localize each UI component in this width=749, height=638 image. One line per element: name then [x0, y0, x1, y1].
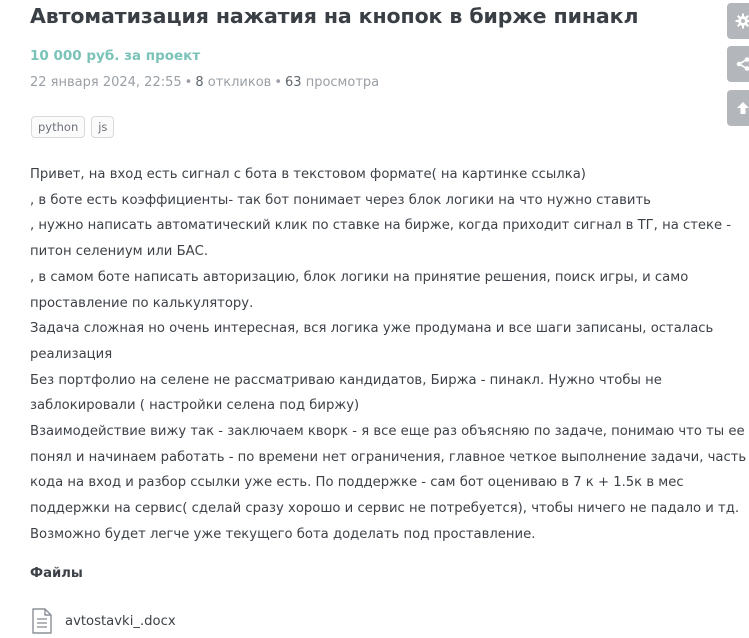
description-line: Возможно будет легче уже текущего бота доделать под проставление.	[30, 526, 536, 542]
tag-python[interactable]: python	[31, 116, 85, 138]
share-side-button[interactable]	[727, 46, 749, 82]
description-line: реализация	[30, 346, 113, 362]
up-icon	[735, 100, 749, 116]
project-price: 10 000 руб. за проект	[30, 48, 201, 64]
description-line: поддержки на сервис( сделай сразу хорошо и сервис не потребуется), чтобы ничего не падало и тд.	[30, 501, 740, 517]
share-icon	[735, 56, 749, 72]
description-line: , в боте есть коэффициенты- так бот понимает через блок логики на что нужно ставить	[30, 192, 651, 208]
files-heading: Файлы	[30, 566, 83, 581]
meta-separator: •	[184, 75, 193, 90]
project-date: 22 января 2024, 22:55	[30, 75, 182, 90]
views-count: 63	[285, 75, 302, 90]
views-label: просмотра	[305, 75, 380, 90]
description-line: Задача сложная но очень интересная, вся логика уже продумана и все шаги записаны, осталась	[30, 321, 714, 337]
project-title: Автоматизация нажатия на кнопок в бирже пинакл	[30, 4, 639, 28]
description-line: Без портфолио на селене не рассматриваю кандидатов, Биржа - пинакл. Нужно чтобы не	[30, 372, 662, 388]
document-icon	[31, 608, 53, 634]
file-item[interactable]	[31, 608, 176, 634]
up-side-button[interactable]	[727, 90, 749, 126]
description-line: , нужно написать автоматический клик по ставке на бирже, когда приходит сигнал в ТГ, на стеке -	[30, 218, 732, 234]
description-line: проставление по калькулятору.	[30, 295, 254, 311]
tag-list	[31, 116, 114, 138]
project-description	[30, 162, 747, 548]
file-name[interactable]: avtostavki_.docx	[65, 613, 176, 629]
description-line: Взаимодействие вижу так - заключаем кворк - я все еще раз объясняю по задаче, понимаю что ты ее	[30, 424, 745, 440]
description-line: понял и начинаем работать - по времени нет ограничения, главное четкое выполнение задачи, часть	[30, 449, 747, 465]
description-line: заблокировали ( настройки селена под биржу)	[30, 398, 360, 414]
project-meta	[30, 75, 379, 90]
responses-label: откликов	[207, 75, 272, 90]
tag-js[interactable]: js	[91, 116, 114, 138]
description-line: кода на вход и разбор ссылки уже есть. По поддержке - сам бот оцениваю в 7 к + 1.5к в мес	[30, 475, 684, 491]
description-line: , в самом боте написать авторизацию, блок логики на принятие решения, поиск игры, и само	[30, 269, 689, 285]
description-line: питон селениум или БАС.	[30, 244, 209, 260]
description-line: Привет, на вход есть сигнал с бота в текстовом формате( на картинке ссылка)	[30, 167, 586, 182]
settings-side-button[interactable]	[727, 3, 749, 39]
meta-separator: •	[274, 75, 283, 90]
gear-icon	[735, 13, 749, 29]
responses-count: 8	[195, 75, 204, 90]
